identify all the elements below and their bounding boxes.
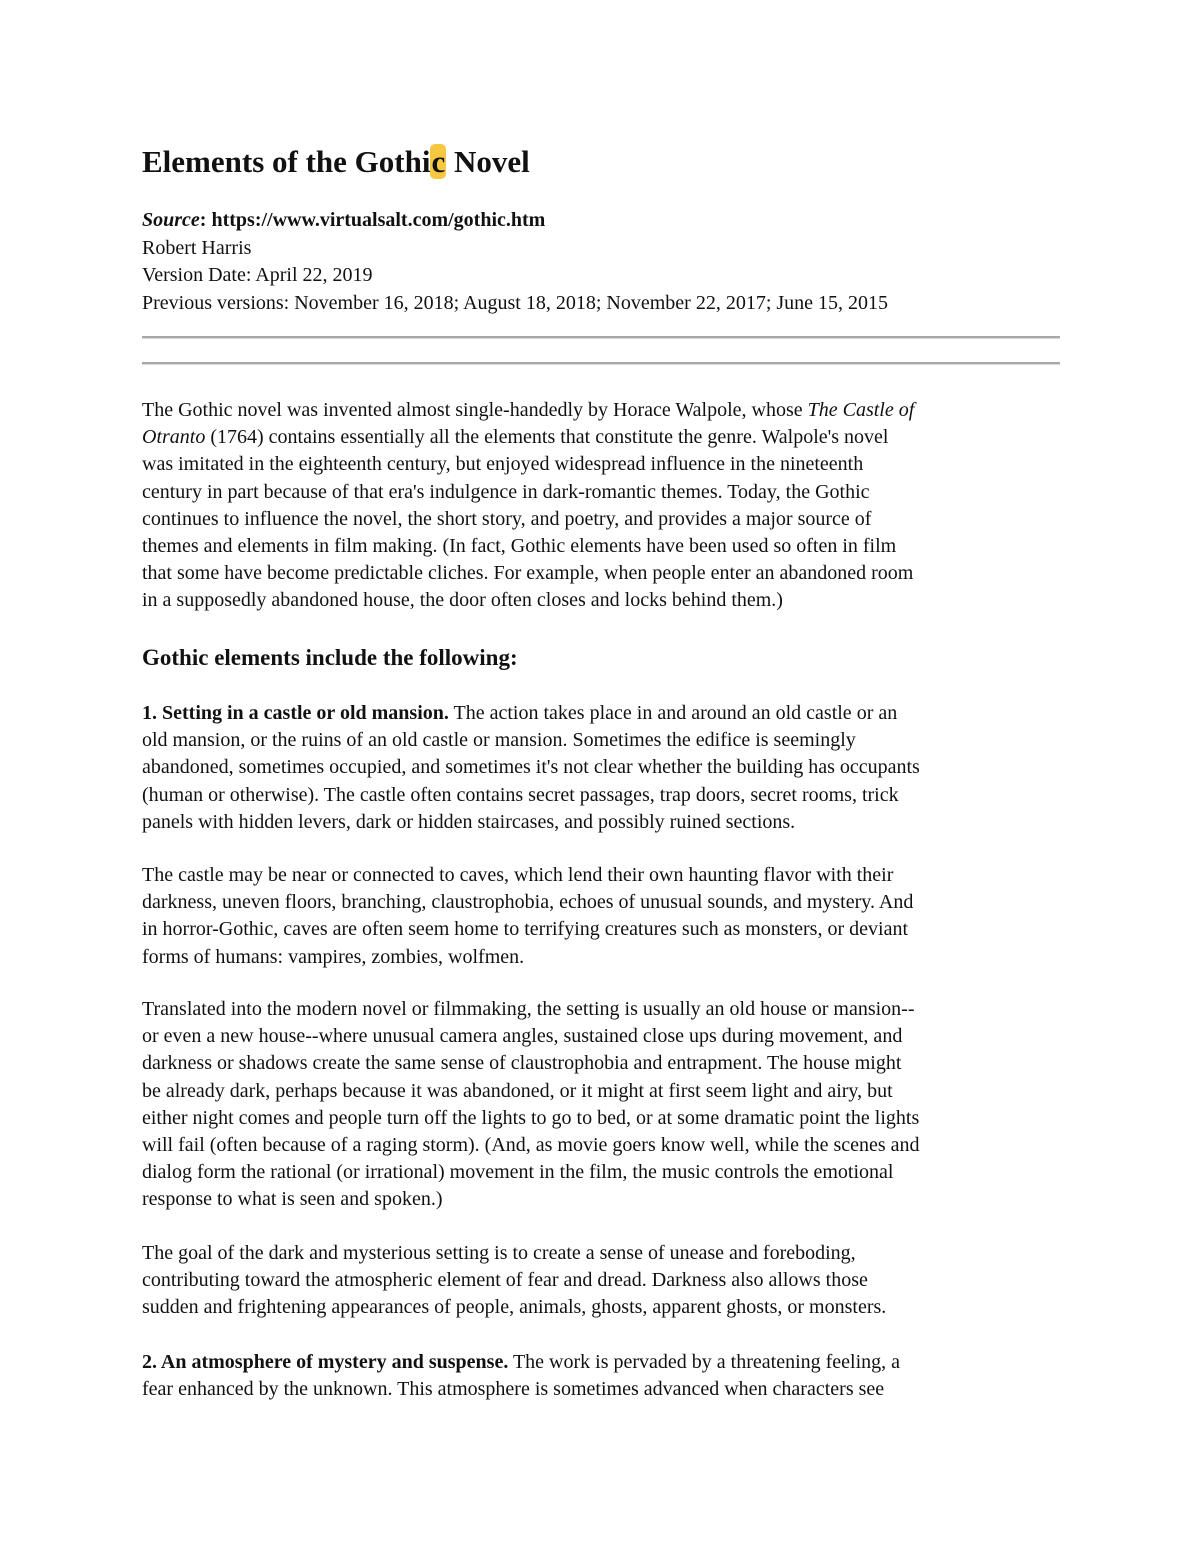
version-date: Version Date: April 22, 2019 — [142, 264, 373, 286]
element-2-paragraph: 2. An atmosphere of mystery and suspense. The work is pervaded by a threatening feeling, a fear enhanced by the unknown. This atmosphere is sometimes advanced when characters see — [142, 1351, 901, 1401]
element-1-title: 1. Setting in a castle or old mansion. — [142, 702, 449, 724]
modern-setting-paragraph: Translated into the modern novel or filmmaking, the setting is usually an old house or mansion-- or even a new house--where unusual camera angles, sustained close ups during movement, and darkness or shadows create the same sense of claustrophobia and entrapment. The house might be already dark, perhaps because it was abandoned, or it might at first seem light and airy, but either night comes and people turn off the lights to go to bed, or at some dramatic point the lights will fail (often because of a raging storm). (And, as movie goers know well, while the scenes and dialog form the rational (or irrational) movement in the film, the music controls the emotional response to what is seen and spoken.) — [142, 998, 920, 1211]
title-text-start: Elements of the Gothi — [142, 144, 431, 179]
element-2-title: 2. An atmosphere of mystery and suspense. — [142, 1351, 509, 1373]
source-line — [142, 207, 888, 235]
caves-paragraph: The castle may be near or connected to caves, which lend their own haunting flavor with their darkness, uneven floors, branching, claustrophobia, echoes of unusual sounds, and mystery. And in horror-Gothic, caves are often seem home to terrifying creatures such as monsters, or deviant forms of humans: vampires, zombies, wolfmen. — [142, 864, 914, 968]
source-label: Source — [142, 209, 200, 231]
source-url: https://www.virtualsalt.com/gothic.htm — [211, 209, 546, 231]
intro-paragraph: The Gothic novel was invented almost single-handedly by Horace Walpole, whose The Castle of Otranto (1764) contains essentially all the elements that constitute the genre. Walpole's novel was imitated in the eighteenth century, but enjoyed widespread influence in the nineteenth century in part because of that era's indulgence in dark-romantic themes. Today, the Gothic continues to influence the novel, the short story, and poetry, and provides a major source of themes and elements in film making. (In fact, Gothic elements have been used so often in film that some have become predictable cliches. For example, when people enter an abandoned room in a supposedly abandoned house, the door often closes and locks behind them.) — [142, 399, 915, 612]
author: Robert Harris — [142, 236, 252, 259]
document-title — [142, 140, 530, 184]
book-title-otranto: Otranto — [142, 426, 206, 449]
book-title-castle-of-otranto: The Castle of — [807, 399, 915, 421]
divider-top — [142, 336, 1060, 339]
previous-versions: Previous versions: November 16, 2018; August 18, 2018; November 22, 2017; June 15, 2015 — [142, 291, 889, 314]
source-separator: : — [199, 209, 212, 231]
goal-paragraph: The goal of the dark and mysterious setting is to create a sense of unease and foreboding, contributing toward the atmospheric element of fear and dread. Darkness also allows those sudden and frightening appearances of people, animals, ghosts, apparent ghosts, or monsters. — [142, 1242, 887, 1319]
title-text-end: Novel — [446, 144, 530, 179]
divider-bottom — [142, 362, 1060, 365]
element-1-paragraph: 1. Setting in a castle or old mansion. The action takes place in and around an old castle or an old mansion, or the ruins of an old castle or mansion. Sometimes the edifice is seemingly abandoned, sometimes occupied, and sometimes it's not clear whether the building has occupants (human or otherwise). The castle often contains secret passages, trap doors, secret rooms, trick panels with hidden levers, dark or hidden staircases, and possibly ruined sections. — [142, 702, 920, 833]
title-highlighted-letter: c — [431, 144, 446, 179]
document-meta — [142, 207, 888, 317]
section-heading: Gothic elements include the following: — [142, 645, 518, 670]
